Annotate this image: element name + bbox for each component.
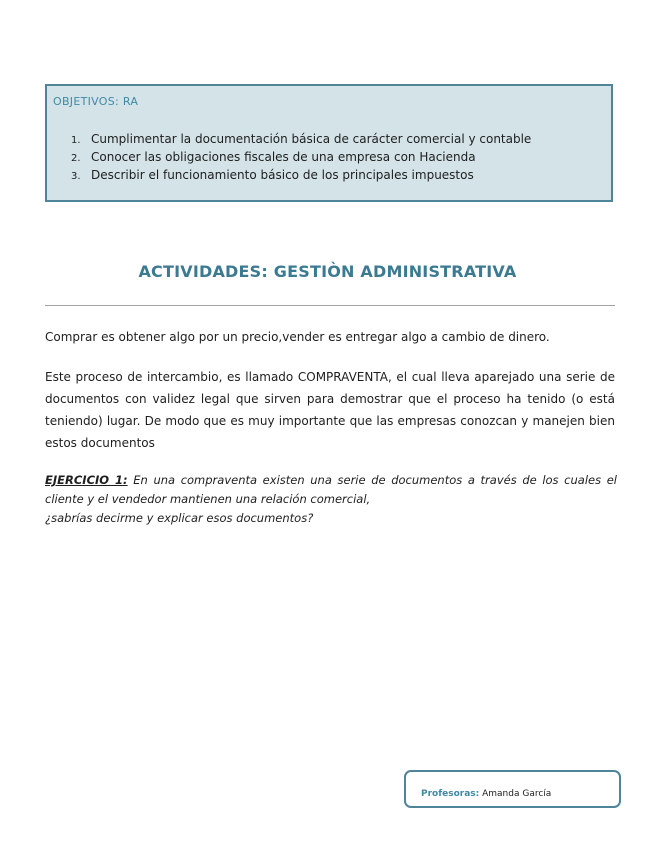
exercise-question: ¿sabrías decirme y explicar esos documentos? xyxy=(45,511,314,525)
section-title: ACTIVIDADES: GESTIÒN ADMINISTRATIVA xyxy=(138,262,517,281)
section-divider xyxy=(45,305,615,306)
objective-text: Cumplimentar la documentación básica de carácter comercial y contable xyxy=(91,132,532,146)
objective-item xyxy=(71,148,531,166)
objectives-title: OBJETIVOS: RA xyxy=(53,95,139,108)
objective-text: Describir el funcionamiento básico de los principales impuestos xyxy=(91,168,474,182)
intro-paragraph: Comprar es obtener algo por un precio,vender es entregar algo a cambio de dinero. xyxy=(45,330,550,344)
exercise-text: En una compraventa existen una serie de documentos a través de los cuales el cliente y el vendedor mantienen una relación comercial, xyxy=(45,473,617,506)
teacher-label: Profesoras: xyxy=(421,789,480,799)
objective-number: 1. xyxy=(71,135,81,146)
objectives-box xyxy=(45,84,613,202)
objective-item xyxy=(71,166,531,184)
objectives-list xyxy=(71,130,531,184)
teacher-line xyxy=(421,789,551,799)
objective-item xyxy=(71,130,531,148)
body-paragraph: Este proceso de intercambio, es llamado COMPRAVENTA, el cual lleva aparejado una serie de documentos con validez legal que sirven para demostrar que el proceso ha tenido (o está teniendo) lugar. De modo que es muy importante que las empresas conozcan y manejen bien estos documentos xyxy=(45,370,615,450)
objective-text: Conocer las obligaciones fiscales de una empresa con Hacienda xyxy=(91,150,476,164)
teacher-box xyxy=(404,770,621,808)
exercise-label: EJERCICIO 1: xyxy=(45,473,128,487)
exercise-block xyxy=(45,471,617,528)
objective-number: 2. xyxy=(71,153,81,164)
objective-number: 3. xyxy=(71,171,81,182)
teacher-name: Amanda García xyxy=(479,789,552,799)
